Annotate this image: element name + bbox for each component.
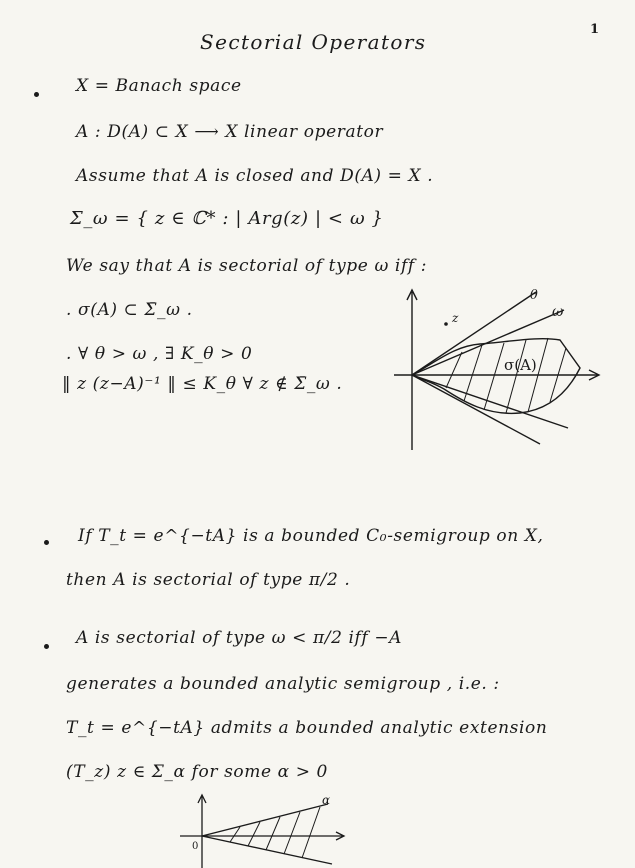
page-number: 1 [590, 22, 600, 37]
analytic-equivalence-line: A is sectorial of type ω < π/2 iff −A [76, 628, 403, 648]
theta-label: θ [530, 288, 538, 303]
closed-dense-assumption-line: Assume that A is closed and D(A) = X . [76, 166, 434, 186]
analytic-extension-line: T_t = e^{−tA} admits a bounded analytic extension [66, 718, 548, 738]
sectorial-definition-line: We say that A is sectorial of type ω iff : [66, 256, 428, 276]
bullet [44, 540, 49, 545]
operator-definition-line: A : D(A) ⊂ X ⟶ X linear operator [76, 122, 384, 142]
analytic-semigroup-line: generates a bounded analytic semigroup , i.e. : [66, 674, 500, 694]
sector-definition-line: Σ_ω = { z ∈ ℂ* : | Arg(z) | < ω } [70, 208, 384, 229]
sectorial-conclusion-line: then A is sectorial of type π/2 . [66, 570, 351, 590]
page-title: Sectorial Operators [200, 30, 427, 54]
theta-ray-lower [412, 375, 540, 444]
alpha-label: α [322, 793, 331, 807]
analytic-sector-figure [176, 794, 346, 868]
bullet [34, 92, 39, 97]
semigroup-condition-line: If T_t = e^{−tA} is a bounded C₀-semigroup on X, [78, 526, 544, 546]
omega-label: ω [552, 304, 564, 320]
extension-sector-line: (T_z) z ∈ Σ_α for some α > 0 [66, 762, 328, 782]
origin-label: 0 [192, 841, 199, 852]
resolvent-estimate: ‖ z (z−A)⁻¹ ‖ ≤ K_θ ∀ z ∉ Σ̄_ω . [62, 374, 343, 394]
omega-ray [412, 310, 564, 375]
spectrum-region [412, 339, 580, 414]
alpha-ray-lower [202, 836, 332, 864]
alpha-ray-upper [202, 804, 328, 836]
resolvent-condition-quantifier: . ∀ θ > ω , ∃ K_θ > 0 [66, 344, 253, 364]
omega-ray-lower [412, 375, 568, 428]
banach-space-line: X = Banach space [76, 76, 242, 96]
point-z [444, 322, 448, 326]
sector-hatching [230, 807, 320, 858]
z-label: z [452, 311, 459, 325]
bullet [44, 644, 49, 649]
spectrum-condition: . σ(A) ⊂ Σ̄_ω . [66, 300, 193, 320]
spectrum-label: σ(A) [504, 356, 537, 374]
sector-spectrum-figure [388, 284, 608, 454]
